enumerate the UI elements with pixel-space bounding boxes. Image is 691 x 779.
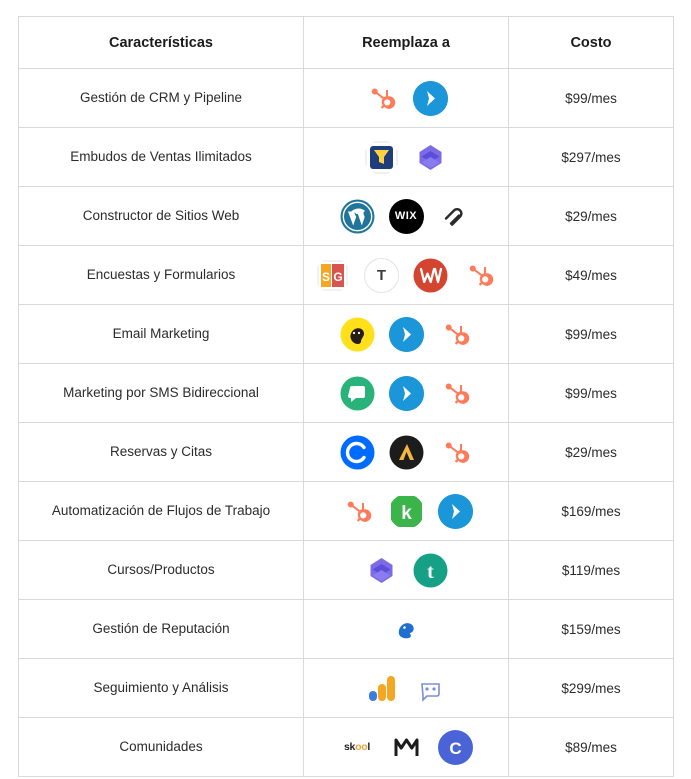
cost-cell: $99/mes bbox=[509, 305, 674, 364]
svg-text:S: S bbox=[321, 269, 331, 284]
salesforce-logo bbox=[413, 81, 448, 116]
cost-cell: $99/mes bbox=[509, 364, 674, 423]
replaces-cell bbox=[304, 600, 509, 659]
wordpress-logo bbox=[340, 199, 375, 234]
logo-row bbox=[304, 718, 508, 776]
replaces-cell bbox=[304, 69, 509, 128]
table-row bbox=[19, 364, 674, 423]
cost-cell: $29/mes bbox=[509, 187, 674, 246]
mailchimp-logo bbox=[340, 317, 375, 352]
mighty-networks-logo bbox=[389, 730, 424, 765]
table-row bbox=[19, 128, 674, 187]
hubspot-logo bbox=[340, 494, 375, 529]
twilio-logo bbox=[340, 376, 375, 411]
replaces-cell bbox=[304, 423, 509, 482]
replaces-cell bbox=[304, 659, 509, 718]
table-body bbox=[19, 69, 674, 777]
table-row bbox=[19, 423, 674, 482]
replaces-cell bbox=[304, 305, 509, 364]
table-row bbox=[19, 246, 674, 305]
hubspot-logo bbox=[462, 258, 497, 293]
surveygizmo-logo bbox=[315, 258, 350, 293]
skool-logo: sk oo l bbox=[340, 730, 375, 765]
table-row bbox=[19, 541, 674, 600]
header-row bbox=[19, 17, 674, 69]
replaces-cell bbox=[304, 246, 509, 305]
birdeye-logo bbox=[389, 612, 424, 647]
logo-row bbox=[304, 423, 508, 481]
table-row bbox=[19, 659, 674, 718]
cost-cell: $169/mes bbox=[509, 482, 674, 541]
replaces-cell bbox=[304, 482, 509, 541]
feature-cell: Email Marketing bbox=[19, 305, 304, 364]
feature-cell: Gestión de CRM y Pipeline bbox=[19, 69, 304, 128]
logo-row bbox=[304, 305, 508, 363]
clickfunnels-logo bbox=[364, 140, 399, 175]
feature-cell: Gestión de Reputación bbox=[19, 600, 304, 659]
feature-cell: Cursos/Productos bbox=[19, 541, 304, 600]
teachable-logo bbox=[413, 553, 448, 588]
column-header-cost: Costo bbox=[509, 17, 674, 69]
table-row bbox=[19, 305, 674, 364]
cost-cell: $49/mes bbox=[509, 246, 674, 305]
cost-cell: $119/mes bbox=[509, 541, 674, 600]
replaces-cell bbox=[304, 364, 509, 423]
hubspot-logo bbox=[438, 376, 473, 411]
kartra-logo bbox=[389, 494, 424, 529]
column-header-replaces: Reemplaza a bbox=[304, 17, 509, 69]
cost-cell: $299/mes bbox=[509, 659, 674, 718]
google-analytics-logo bbox=[364, 671, 399, 706]
hubspot-logo bbox=[364, 81, 399, 116]
cost-cell: $159/mes bbox=[509, 600, 674, 659]
mixpanel-logo bbox=[413, 671, 448, 706]
acuity-logo bbox=[389, 435, 424, 470]
hubspot-logo bbox=[438, 435, 473, 470]
svg-text:G: G bbox=[333, 269, 343, 284]
logo-row bbox=[304, 69, 508, 127]
replaces-cell bbox=[304, 128, 509, 187]
replaces-cell bbox=[304, 187, 509, 246]
typeform-logo: T bbox=[364, 258, 399, 293]
kajabi-logo bbox=[364, 553, 399, 588]
wufoo-logo bbox=[413, 258, 448, 293]
feature-cell: Encuestas y Formularios bbox=[19, 246, 304, 305]
salesforce-logo bbox=[389, 317, 424, 352]
feature-cell: Constructor de Sitios Web bbox=[19, 187, 304, 246]
kajabi-logo bbox=[413, 140, 448, 175]
logo-row bbox=[304, 246, 508, 304]
cost-cell: $29/mes bbox=[509, 423, 674, 482]
calendly-logo bbox=[340, 435, 375, 470]
table-header bbox=[19, 17, 674, 69]
table-row bbox=[19, 600, 674, 659]
feature-cell: Reservas y Citas bbox=[19, 423, 304, 482]
svg-text:C: C bbox=[448, 738, 462, 758]
svg-text:t: t bbox=[427, 560, 434, 583]
table-row bbox=[19, 482, 674, 541]
salesforce-logo bbox=[438, 494, 473, 529]
feature-cell: Embudos de Ventas Ilimitados bbox=[19, 128, 304, 187]
logo-row bbox=[304, 482, 508, 540]
cost-cell: $99/mes bbox=[509, 69, 674, 128]
cost-cell: $297/mes bbox=[509, 128, 674, 187]
column-header-features: Características bbox=[19, 17, 304, 69]
squarespace-logo bbox=[438, 199, 473, 234]
logo-row bbox=[304, 187, 508, 245]
feature-cell: Seguimiento y Análisis bbox=[19, 659, 304, 718]
table-row bbox=[19, 187, 674, 246]
logo-row bbox=[304, 541, 508, 599]
replaces-cell bbox=[304, 718, 509, 777]
salesforce-logo bbox=[389, 376, 424, 411]
features-comparison-table bbox=[18, 16, 674, 777]
wix-logo: WIX bbox=[389, 199, 424, 234]
table-row bbox=[19, 718, 674, 777]
table-row bbox=[19, 69, 674, 128]
cost-cell: $89/mes bbox=[509, 718, 674, 777]
feature-cell: Automatización de Flujos de Trabajo bbox=[19, 482, 304, 541]
logo-row bbox=[304, 600, 508, 658]
logo-row bbox=[304, 128, 508, 186]
circle-logo bbox=[438, 730, 473, 765]
feature-cell: Marketing por SMS Bidireccional bbox=[19, 364, 304, 423]
logo-row bbox=[304, 364, 508, 422]
replaces-cell bbox=[304, 541, 509, 600]
svg-text:k: k bbox=[400, 502, 412, 524]
hubspot-logo bbox=[438, 317, 473, 352]
logo-row bbox=[304, 659, 508, 717]
feature-cell: Comunidades bbox=[19, 718, 304, 777]
